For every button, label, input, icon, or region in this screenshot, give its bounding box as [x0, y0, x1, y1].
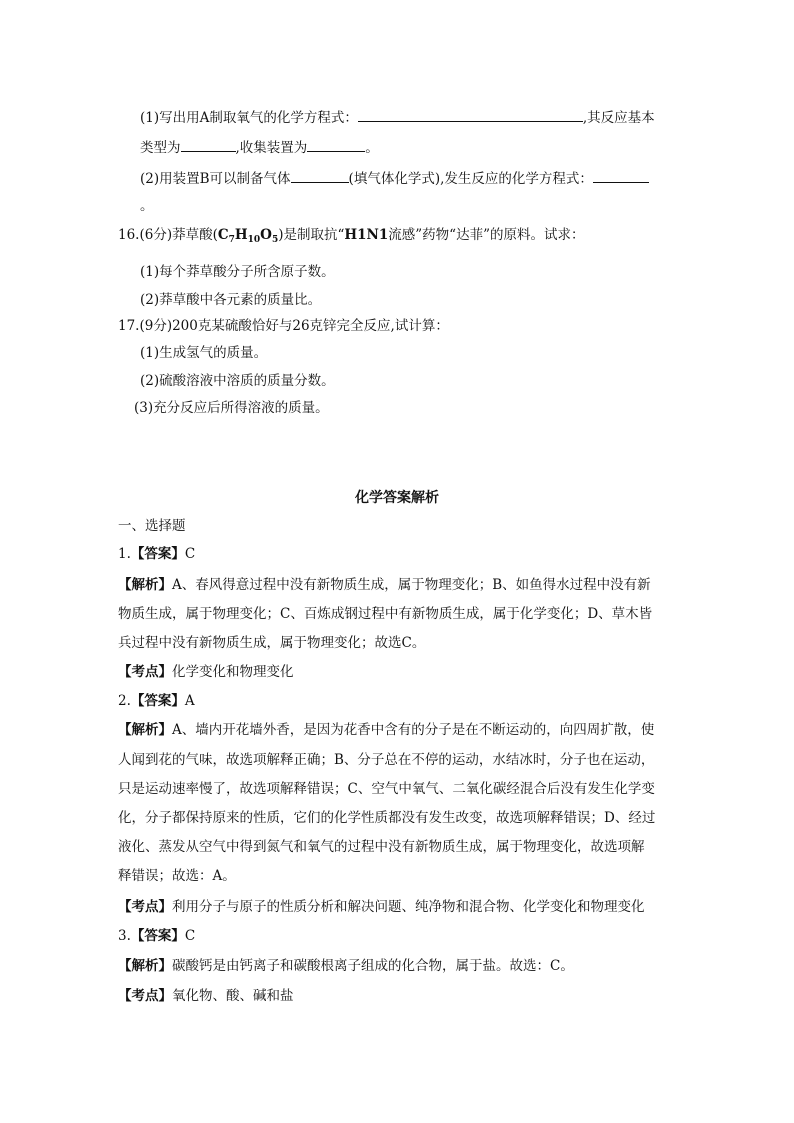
analysis-3-tag: 【解析】 — [118, 958, 172, 974]
analysis-2-line1 — [118, 720, 654, 740]
analysis-2-line4: 化，分子都保持原来的性质，它们的化学性质都没有发生改变，故选项解释错误；D、经过 — [118, 810, 656, 826]
keypoint-3-text: 氧化物、酸、碱和盐 — [172, 988, 294, 1004]
answer-3-value: C — [184, 928, 196, 944]
answer-blank-reaction-type[interactable] — [181, 137, 236, 152]
keypoint-1 — [118, 662, 294, 682]
answer-blank-gas-formula[interactable] — [291, 168, 349, 183]
keypoint-3-tag: 【考点】 — [118, 988, 172, 1004]
analysis-1-text1: A、春风得意过程中没有新物质生成，属于物理变化；B、如鱼得水过程中没有新 — [172, 577, 651, 593]
q17-sub3: (3)充分反应后所得溶液的质量。 — [134, 400, 329, 416]
analysis-2-line2: 人闻到花的气味，故选项解释正确；B、分子总在不停的运动，水结冰时，分子也在运动， — [118, 752, 655, 768]
q16-stem-suffix: 流感”药物“达菲”的原料。试求： — [388, 227, 585, 243]
q16-sub2: (2)莽草酸中各元素的质量比。 — [140, 292, 322, 308]
section-heading: 一、选择题 — [118, 518, 186, 534]
q17-sub1: (1)生成氢气的质量。 — [140, 345, 268, 361]
q15-part2-mid: (填气体化学式),发生反应的化学方程式： — [348, 171, 593, 187]
answer-2-num: 2. — [118, 693, 131, 709]
answer-3-tag: 【答案】 — [130, 928, 185, 944]
q16-stem — [118, 225, 584, 250]
q15-part1-prefix: (1)写出用A制取氧气的化学方程式： — [140, 110, 358, 126]
analysis-2-line6: 释错误；故选：A。 — [118, 868, 236, 884]
analysis-1-tag: 【解析】 — [118, 577, 172, 593]
analysis-2-line3: 只是运动速率慢了，故选项解释错误；C、空气中氧气、二氧化碳经混合后没有发生化学变 — [118, 781, 655, 797]
analysis-1-line1 — [118, 575, 651, 595]
analysis-3-line1 — [118, 956, 574, 976]
keypoint-1-text: 化学变化和物理变化 — [172, 664, 294, 680]
q16-stem-mid: )是制取抗“ — [278, 227, 345, 243]
answer-2-tag: 【答案】 — [130, 693, 185, 709]
q16-sub1: (1)每个莽草酸分子所含原子数。 — [140, 264, 335, 280]
formula-h-sub: 10 — [247, 235, 261, 245]
q15-part1b-end: 。 — [365, 140, 379, 156]
q15-part1-line — [140, 107, 655, 128]
keypoint-3 — [118, 986, 294, 1006]
answer-3-num: 3. — [118, 928, 131, 944]
q15-part1b-line — [140, 137, 379, 158]
q15-part1-mid: ,其反应基本 — [582, 110, 655, 126]
keypoint-2-text: 利用分子与原子的性质分析和解决问题、纯净物和混合物、化学变化和物理变化 — [172, 899, 645, 915]
analysis-2-text1: A、墙内开花墙外香，是因为花香中含有的分子是在不断运动的，向四周扩散，使 — [172, 722, 655, 738]
analysis-1-line3: 兵过程中没有新物质生成，属于物理变化；故选C。 — [118, 635, 426, 651]
formula-o: O — [260, 227, 272, 243]
answer-2-value: A — [184, 693, 195, 709]
q15-part1b-prefix: 类型为 — [140, 140, 181, 156]
q16-stem-bold: H1N1 — [344, 227, 389, 243]
answer-1-tag: 【答案】 — [130, 546, 185, 562]
q17-sub2: (2)硫酸溶液中溶质的质量分数。 — [140, 373, 335, 389]
answers-title: 化学答案解析 — [355, 490, 439, 506]
answer-1-value: C — [184, 546, 196, 562]
answer-1 — [118, 544, 195, 564]
keypoint-2-tag: 【考点】 — [118, 899, 172, 915]
analysis-1-line2: 物质生成，属于物理变化；C、百炼成钢过程中有新物质生成，属于化学变化；D、草木皆 — [118, 606, 653, 622]
analysis-3-text1: 碳酸钙是由钙离子和碳酸根离子组成的化合物，属于盐。故选：C。 — [172, 958, 574, 974]
analysis-2-line5: 液化、蒸发从空气中得到氮气和氧气的过程中没有新物质生成，属于物理变化，故选项解 — [118, 839, 645, 855]
answer-blank-equation-a[interactable] — [358, 107, 583, 122]
answer-2 — [118, 691, 195, 711]
keypoint-1-tag: 【考点】 — [118, 664, 172, 680]
q15-part2-prefix: (2)用装置B可以制备气体 — [140, 171, 291, 187]
answer-blank-equation-b[interactable] — [593, 168, 649, 183]
formula-c-sub: 7 — [228, 235, 235, 245]
q15-part2-line — [140, 168, 649, 189]
q16-stem-prefix: 16.(6分)莽草酸( — [118, 227, 218, 243]
answer-blank-collection-device[interactable] — [307, 137, 365, 152]
q15-part1b-mid: ,收集装置为 — [235, 140, 308, 156]
q15-part2-end: 。 — [140, 198, 154, 214]
q17-stem: 17.(9分)200克某硫酸恰好与26克锌完全反应,试计算： — [118, 318, 449, 334]
analysis-2-tag: 【解析】 — [118, 722, 172, 738]
answer-1-num: 1. — [118, 546, 131, 562]
formula-h: H — [234, 227, 248, 243]
formula-o-sub: 5 — [271, 235, 279, 245]
keypoint-2 — [118, 897, 645, 917]
formula-c: C — [217, 227, 229, 243]
answer-3 — [118, 926, 195, 946]
